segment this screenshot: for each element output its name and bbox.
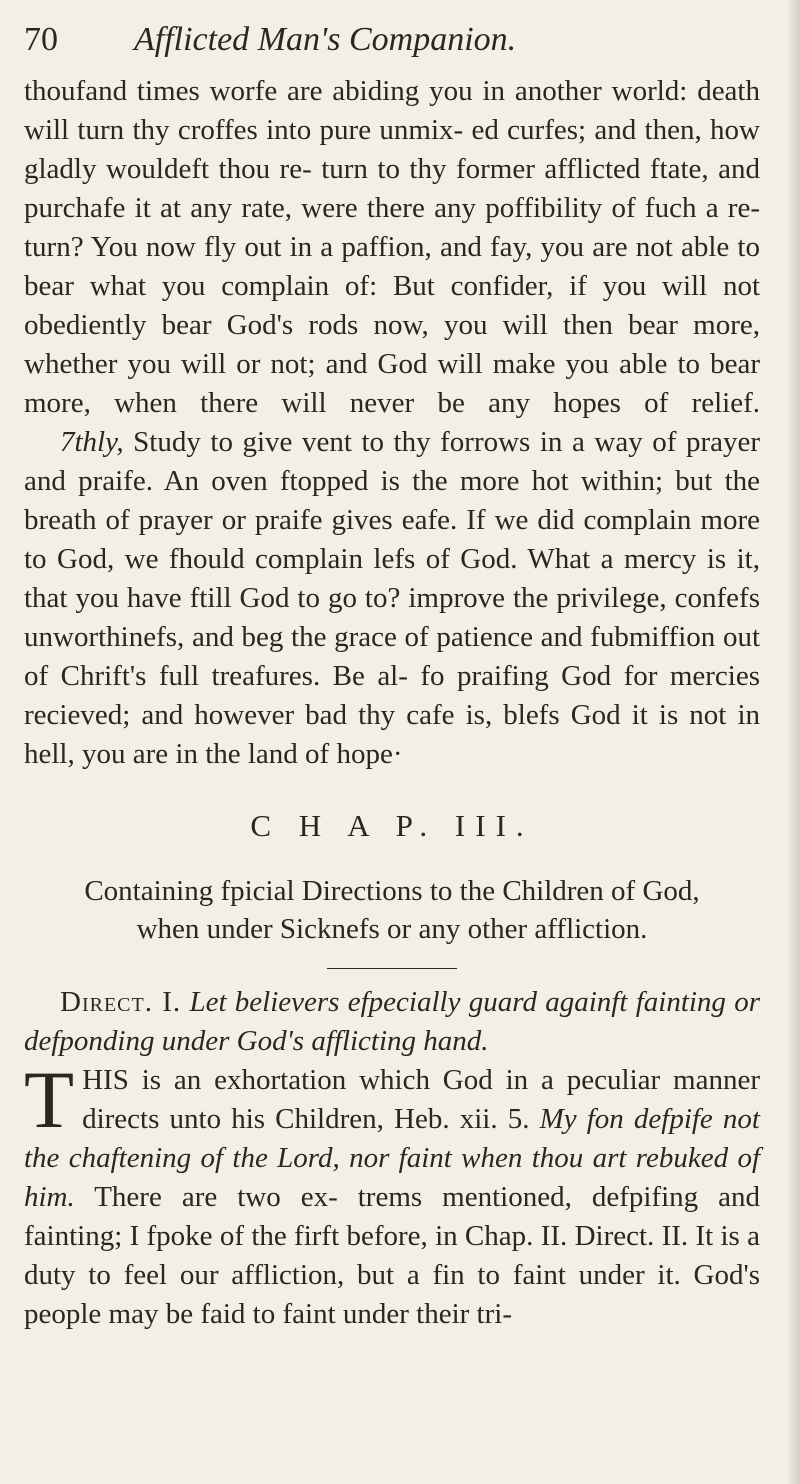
direction-text: Let believers efpecially guard againft fainting or defponding under God's afflicting hand.	[24, 986, 761, 1057]
chapter-contents	[24, 872, 760, 948]
page-number: 70	[24, 21, 58, 58]
divider-rule	[327, 968, 457, 969]
paragraph-continued: thoufand times worfe are abiding you in another world: death will turn thy croffes into pure unmix- ed curfes; and then, how gladly wouldeft thou re- turn to thy former afflicted ftate, and purchafe it at any rate, were there any poffibility of fuch a re- turn? You now fly out in a paffion, and fay, you are not able to bear what you complain of: But confider, if you will not obediently bear God's rods now, you will then bear more, whether you will or not; and God will make you able to bear more, when there will never be any hopes of relief.	[24, 75, 760, 419]
page-edge-shadow	[786, 0, 800, 1484]
scripture-quote: My fon defpife not the chaftening of the Lord, nor faint when thou art rebuked of him.	[24, 1103, 760, 1213]
chapter-heading: C H A P. III.	[250, 808, 534, 843]
paragraph-seventhly	[24, 423, 760, 774]
page-body	[24, 72, 760, 1334]
exhortation-text-b: There are two ex- trems mentioned, defpifing and fainting; I fpoke of the firft before, in Chap. II. Direct. II. It is a duty to feel our affliction, but a fin to faint under it. God's people may be faid to faint under their tri-	[24, 1181, 760, 1330]
direction-paragraph	[24, 983, 760, 1061]
direction-label: Direct. I.	[60, 986, 182, 1018]
exhortation-paragraph	[24, 1054, 760, 1334]
chapter-contents-line: Containing fpicial Directions to the Children of God,	[84, 875, 700, 907]
seventhly-label: 7thly,	[60, 426, 124, 458]
seventhly-text: Study to give vent to thy forrows in a way of prayer and praife. An oven ftopped is the more hot within; but the breath of prayer or praife gives eafe. If we did complain more to God, we fhould complain lefs of God. What a mercy is it, that you have ftill God to go to? improve the privilege, confefs unworthinefs, and beg the grace of patience and fubmiffion out of Chrift's full treafures. Be al- fo praifing God for mercies recieved; and however bad thy cafe is, blefs God it is not in hell, you are in the land of hope·	[24, 426, 760, 770]
drop-cap: T	[24, 1054, 75, 1145]
exhortation-text-a: HIS is an exhortation which God in a peculiar manner directs unto his Children, Heb. xii. 5.	[82, 1064, 760, 1135]
running-title: Afflicted Man's Companion.	[134, 21, 517, 58]
direction-block	[24, 983, 760, 1061]
running-head	[24, 20, 760, 60]
chapter-contents-line: when under Sicknefs or any other affliction.	[136, 913, 648, 945]
